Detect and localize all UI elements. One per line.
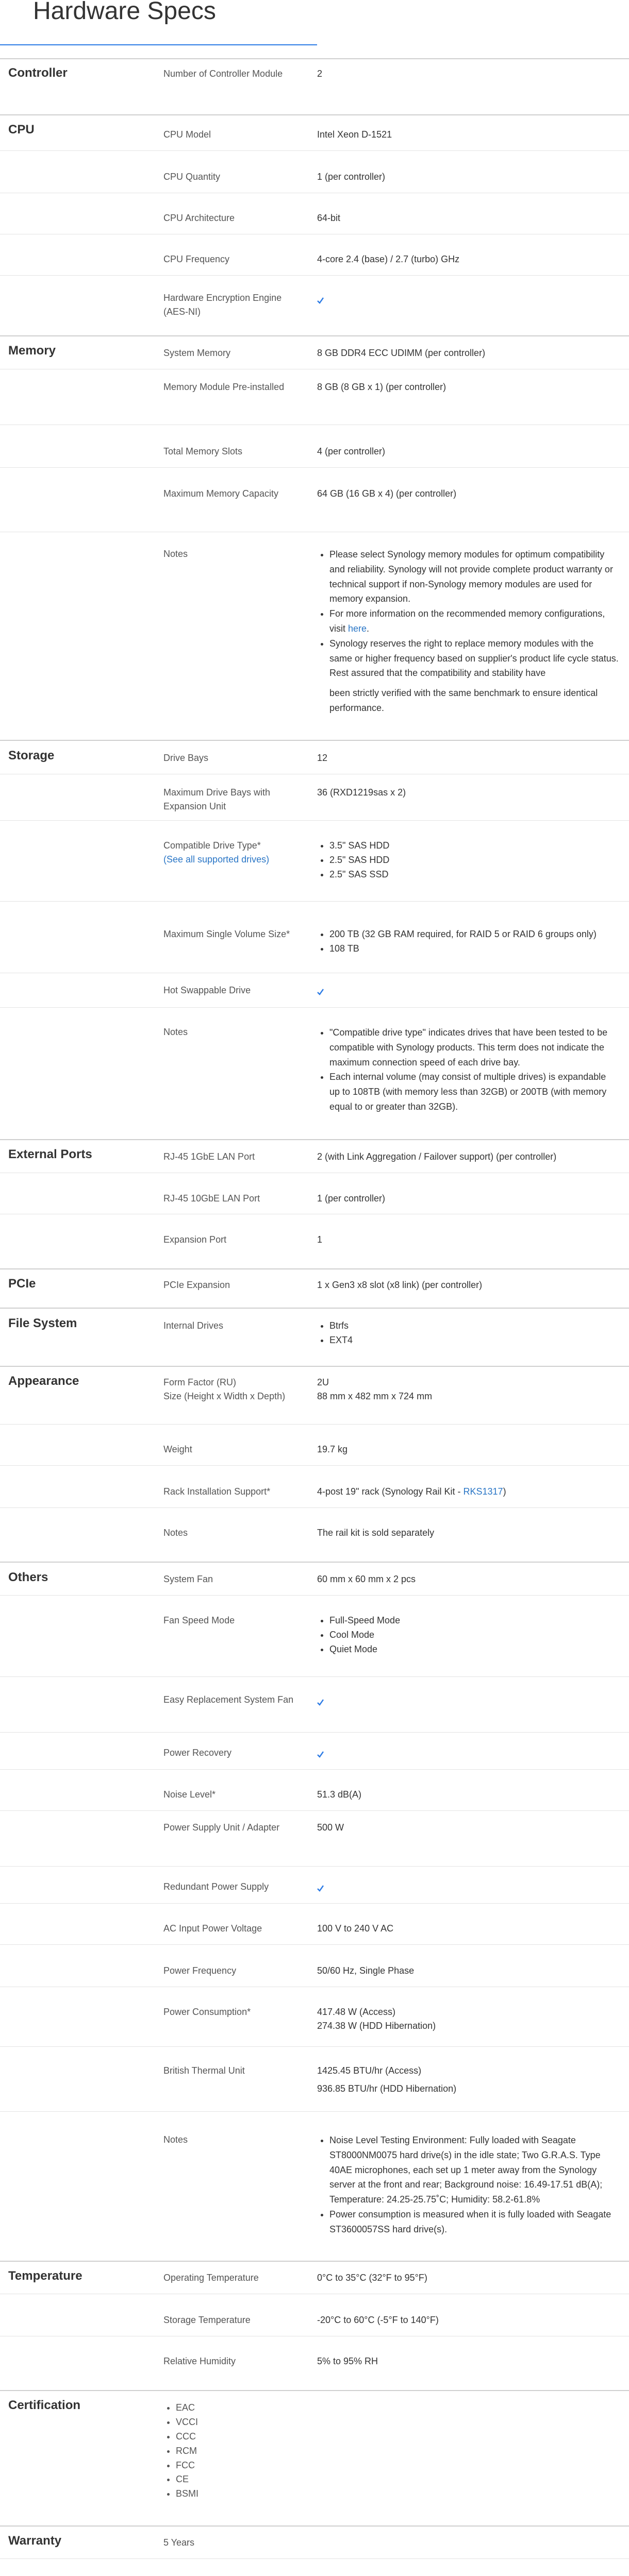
spec-value-cpu-quantity: 1 (per controller) xyxy=(317,172,386,182)
check-icon xyxy=(317,1883,324,1893)
section-divider xyxy=(0,114,629,115)
spec-value-weight: 19.7 kg xyxy=(317,1444,348,1454)
storage-notes xyxy=(317,1025,619,1114)
spec-value-fan-speed-mode xyxy=(317,1614,619,1657)
certification-list xyxy=(163,2401,308,2501)
check-icon xyxy=(317,295,324,306)
spec-value-drive-bays: 12 xyxy=(317,753,328,763)
row-divider xyxy=(0,275,629,276)
section-divider xyxy=(0,1268,629,1269)
row-divider xyxy=(0,1944,629,1945)
row-divider xyxy=(0,1595,629,1596)
row-divider xyxy=(0,2111,629,2112)
section-divider xyxy=(0,335,629,336)
spec-label-pcie-expansion: PCIe Expansion xyxy=(163,1280,230,1290)
memory-note-item xyxy=(329,636,619,681)
spec-label-total-slots: Total Memory Slots xyxy=(163,446,243,456)
section-title-cpu: CPU xyxy=(8,123,35,137)
spec-label-cpu-architecture: CPU Architecture xyxy=(163,213,235,223)
spec-value-system-fan: 60 mm x 60 mm x 2 pcs xyxy=(317,1574,416,1584)
check-icon xyxy=(317,1697,324,1707)
spec-value-memory-preinstalled: 8 GB (8 GB x 1) (per controller) xyxy=(317,382,446,392)
spec-label-aes-ni: Hardware Encryption Engine (AES-NI) xyxy=(163,293,282,317)
check-icon xyxy=(317,987,324,997)
spec-value-pcie-expansion: 1 x Gen3 x8 slot (x8 link) (per controller) xyxy=(317,1280,483,1290)
spec-value-easy-fan xyxy=(317,1695,619,1709)
spec-label-compatible-drive xyxy=(163,839,297,867)
spec-value-hot-swap xyxy=(317,985,619,998)
warranty-value: 5 Years xyxy=(163,2537,195,2548)
certification-item: • BSMI xyxy=(176,2487,308,2501)
spec-value-cpu-model: Intel Xeon D-1521 xyxy=(317,129,392,140)
others-note-item: • Power consumption is measured when it is fully loaded with Seagate ST3600057SS hard drive(s). xyxy=(329,2207,619,2237)
spec-label-btu: British Thermal Unit xyxy=(163,2065,245,2076)
spec-label-drive-bays: Drive Bays xyxy=(163,753,209,763)
spacer xyxy=(317,681,619,686)
spec-label-easy-fan: Easy Replacement System Fan xyxy=(163,1694,294,1705)
memory-note-suffix: . xyxy=(367,623,370,634)
spec-value-cpu-architecture: 64-bit xyxy=(317,213,341,223)
spec-label-ac-voltage: AC Input Power Voltage xyxy=(163,1923,262,1934)
certification-item: • EAC xyxy=(176,2401,308,2415)
section-title-controller: Controller xyxy=(8,66,68,80)
file-system-item: • Btrfs xyxy=(329,1319,619,1333)
spec-label-rack: Rack Installation Support* xyxy=(163,1486,271,1497)
spec-label-appearance-notes: Notes xyxy=(163,1528,188,1538)
row-divider xyxy=(0,1810,629,1811)
spec-value-10gbe-port: 1 (per controller) xyxy=(317,1193,386,1204)
section-divider xyxy=(0,1366,629,1367)
memory-note-text: Synology reserves the right to replace memory modules with the same or higher frequency based on supplier's product life cycle status. Rest assured that the compatibility and stability have xyxy=(329,638,619,679)
memory-note-item xyxy=(329,606,619,636)
certification-item: • VCCI xyxy=(176,2415,308,2430)
spec-label-fan-speed-mode: Fan Speed Mode xyxy=(163,1615,235,1625)
row-divider xyxy=(0,901,629,902)
spec-label-internal-drives: Internal Drives xyxy=(163,1320,224,1331)
spec-value-1gbe-port: 2 (with Link Aggregation / Failover support) (per controller) xyxy=(317,1151,557,1162)
compatible-drive-item: • 2.5" SAS HDD xyxy=(329,853,619,868)
spec-label-weight: Weight xyxy=(163,1444,192,1454)
spec-label-noise: Noise Level* xyxy=(163,1789,216,1800)
spec-label-cpu-quantity: CPU Quantity xyxy=(163,172,221,182)
spec-value-power-recovery xyxy=(317,1747,619,1761)
section-title-appearance: Appearance xyxy=(8,1374,79,1388)
spec-value-appearance-notes: The rail kit is sold separately xyxy=(317,1528,435,1538)
storage-note-item: • "Compatible drive type" indicates drives that have been tested to be compatible with Synology products. This term does not indicate the maximum connection speed of each drive bay. xyxy=(329,1025,619,1070)
memory-config-link[interactable]: here xyxy=(348,623,367,634)
row-divider xyxy=(0,820,629,821)
section-title-warranty: Warranty xyxy=(8,2534,62,2548)
size-value: 88 mm x 482 mm x 724 mm xyxy=(317,1391,433,1401)
memory-note-text: For more information on the recommended memory configurations, visit xyxy=(329,608,605,634)
section-title-file-system: File System xyxy=(8,1316,77,1330)
spec-value-controller-modules: 2 xyxy=(317,69,323,79)
row-divider xyxy=(0,1769,629,1770)
spec-value-internal-drives xyxy=(317,1319,619,1348)
row-divider xyxy=(0,1866,629,1867)
spec-value-max-volume xyxy=(317,927,619,956)
spec-value-noise: 51.3 dB(A) xyxy=(317,1789,362,1800)
rail-kit-link[interactable]: RKS1317 xyxy=(463,1486,503,1497)
spec-value-btu xyxy=(317,2064,619,2096)
size-label: Size (Height x Width x Depth) xyxy=(163,1391,286,1401)
section-divider xyxy=(0,58,629,59)
spec-value-redundant-psu xyxy=(317,1881,619,1895)
spec-label-memory-notes: Notes xyxy=(163,549,188,559)
certification-item: • FCC xyxy=(176,2459,308,2473)
spec-label-storage-temp: Storage Temperature xyxy=(163,2315,251,2325)
spec-value-max-bays-expansion: 36 (RXD1219sas x 2) xyxy=(317,787,406,798)
row-divider xyxy=(0,1507,629,1508)
section-title-certification: Certification xyxy=(8,2398,81,2412)
spec-label-system-memory: System Memory xyxy=(163,348,231,358)
spec-value-aes-ni xyxy=(317,293,619,307)
row-divider xyxy=(0,467,629,468)
spec-label-power-frequency: Power Frequency xyxy=(163,1965,237,1976)
spec-label-max-bays-expansion: Maximum Drive Bays with Expansion Unit xyxy=(163,787,271,811)
power-consumption-access: 417.48 W (Access) xyxy=(317,2007,396,2017)
spec-value-compatible-drive xyxy=(317,839,619,882)
fan-mode-item: • Cool Mode xyxy=(329,1628,619,1642)
section-title-pcie: PCIe xyxy=(8,1277,36,1291)
spec-label-redundant-psu: Redundant Power Supply xyxy=(163,1882,269,1892)
spec-value-operating-temp: 0°C to 35°C (32°F to 95°F) xyxy=(317,2273,427,2283)
check-icon xyxy=(317,1749,324,1759)
row-divider xyxy=(0,2558,629,2559)
file-system-item: • EXT4 xyxy=(329,1333,619,1348)
fan-mode-item: • Quiet Mode xyxy=(329,1642,619,1657)
spec-value-cpu-frequency: 4-core 2.4 (base) / 2.7 (turbo) GHz xyxy=(317,254,460,264)
spec-label-system-fan: System Fan xyxy=(163,1574,213,1584)
spec-label-memory-preinstalled: Memory Module Pre-installed xyxy=(163,382,285,392)
spec-value-humidity: 5% to 95% RH xyxy=(317,2356,378,2366)
spec-label-others-notes: Notes xyxy=(163,2134,188,2145)
certification-item: • RCM xyxy=(176,2444,308,2459)
spec-value-rack xyxy=(317,1485,619,1499)
spec-value-system-memory: 8 GB DDR4 ECC UDIMM (per controller) xyxy=(317,348,486,358)
section-divider xyxy=(0,2390,629,2391)
max-volume-item: • 108 TB xyxy=(329,942,619,956)
certification-item: • CE xyxy=(176,2472,308,2487)
spec-label-1gbe-port: RJ-45 1GbE LAN Port xyxy=(163,1151,255,1162)
spec-label-10gbe-port: RJ-45 10GbE LAN Port xyxy=(163,1193,260,1204)
spec-label-max-volume: Maximum Single Volume Size* xyxy=(163,929,290,939)
spec-value-ac-voltage: 100 V to 240 V AC xyxy=(317,1923,394,1934)
form-factor-value: 2U xyxy=(317,1377,329,1387)
spec-label-humidity: Relative Humidity xyxy=(163,2356,236,2366)
spec-label-power-recovery: Power Recovery xyxy=(163,1748,232,1758)
row-divider xyxy=(0,2046,629,2047)
section-title-temperature: Temperature xyxy=(8,2269,82,2283)
section-title-storage: Storage xyxy=(8,749,55,762)
title-underline xyxy=(0,44,317,45)
rack-value-text: 4-post 19" rack (Synology Rail Kit - xyxy=(317,1486,464,1497)
spec-label-storage-notes: Notes xyxy=(163,1027,188,1037)
spec-value-total-slots: 4 (per controller) xyxy=(317,446,386,456)
see-supported-drives-link[interactable]: (See all supported drives) xyxy=(163,854,270,865)
compatible-drive-label: Compatible Drive Type* xyxy=(163,840,261,851)
spec-label-controller-modules: Number of Controller Module xyxy=(163,69,283,79)
memory-notes xyxy=(317,547,619,716)
certification-item: • CCC xyxy=(176,2430,308,2444)
spec-value-expansion-port: 1 xyxy=(317,1234,323,1245)
memory-note-item xyxy=(329,547,619,606)
spec-label-psu: Power Supply Unit / Adapter xyxy=(163,1822,280,1833)
compatible-drive-item: • 3.5" SAS HDD xyxy=(329,839,619,853)
power-consumption-hibernation: 274.38 W (HDD Hibernation) xyxy=(317,2021,436,2031)
form-factor-label: Form Factor (RU) xyxy=(163,1377,236,1387)
section-title-memory: Memory xyxy=(8,344,56,358)
section-divider xyxy=(0,1562,629,1563)
spec-label-power-consumption: Power Consumption* xyxy=(163,2007,251,2017)
memory-note-text: Please select Synology memory modules for optimum compatibility and reliability. Synology will not provide complete product warranty or technical support if non-Synology memory modules are used for memory expansion. xyxy=(329,549,613,604)
fan-mode-item: • Full-Speed Mode xyxy=(329,1614,619,1628)
spec-value-storage-temp: -20°C to 60°C (-5°F to 140°F) xyxy=(317,2315,439,2325)
btu-hibernation: 936.85 BTU/hr (HDD Hibernation) xyxy=(317,2083,457,2094)
spec-value-form-factor xyxy=(317,1376,619,1403)
row-divider xyxy=(0,1732,629,1733)
spec-label-operating-temp: Operating Temperature xyxy=(163,2273,259,2283)
others-notes xyxy=(317,2133,619,2237)
section-divider xyxy=(0,740,629,741)
spec-value-power-frequency: 50/60 Hz, Single Phase xyxy=(317,1965,415,1976)
section-divider xyxy=(0,1139,629,1140)
spec-value-psu: 500 W xyxy=(317,1822,344,1833)
max-volume-item: • 200 TB (32 GB RAM required, for RAID 5 or RAID 6 groups only) xyxy=(329,927,619,942)
storage-note-item: • Each internal volume (may consist of multiple drives) is expandable up to 108TB (with memory less than 32GB) or 200TB (with memory equal to or greater than 32GB). xyxy=(329,1070,619,1114)
section-title-others: Others xyxy=(8,1570,48,1584)
section-divider xyxy=(0,1308,629,1309)
spec-label-form-factor xyxy=(163,1376,297,1403)
row-divider xyxy=(0,1007,629,1008)
spec-value-max-memory: 64 GB (16 GB x 4) (per controller) xyxy=(317,488,457,499)
page-title: Hardware Specs xyxy=(33,0,216,25)
spec-label-expansion-port: Expansion Port xyxy=(163,1234,227,1245)
rack-value-suffix: ) xyxy=(503,1486,506,1497)
row-divider xyxy=(0,1465,629,1466)
section-title-external-ports: External Ports xyxy=(8,1147,92,1161)
row-divider xyxy=(0,1424,629,1425)
spec-value-power-consumption xyxy=(317,2005,619,2033)
compatible-drive-item: • 2.5" SAS SSD xyxy=(329,868,619,882)
memory-note-trailer: been strictly verified with the same benchmark to ensure identical performance. xyxy=(329,688,598,713)
row-divider xyxy=(0,150,629,151)
others-note-item: • Noise Level Testing Environment: Fully loaded with Seagate ST8000NM0075 hard drive(s) in the idle state; Two G.R.A.S. Type 40AE microphones, each set up 1 meter away from the Synology server at the front and rear; Background noise: 16.49-17.51 dB(A); Temperature: 24.25-25.75˚C; Humidity: 58.2-61.8% xyxy=(329,2133,619,2207)
section-divider xyxy=(0,2261,629,2262)
section-divider xyxy=(0,2526,629,2527)
spec-label-cpu-model: CPU Model xyxy=(163,129,211,140)
row-divider xyxy=(0,1676,629,1677)
btu-access: 1425.45 BTU/hr (Access) xyxy=(317,2065,422,2076)
row-divider xyxy=(0,1903,629,1904)
spec-label-hot-swap: Hot Swappable Drive xyxy=(163,985,251,995)
spec-label-max-memory: Maximum Memory Capacity xyxy=(163,488,279,499)
spec-label-cpu-frequency: CPU Frequency xyxy=(163,254,230,264)
